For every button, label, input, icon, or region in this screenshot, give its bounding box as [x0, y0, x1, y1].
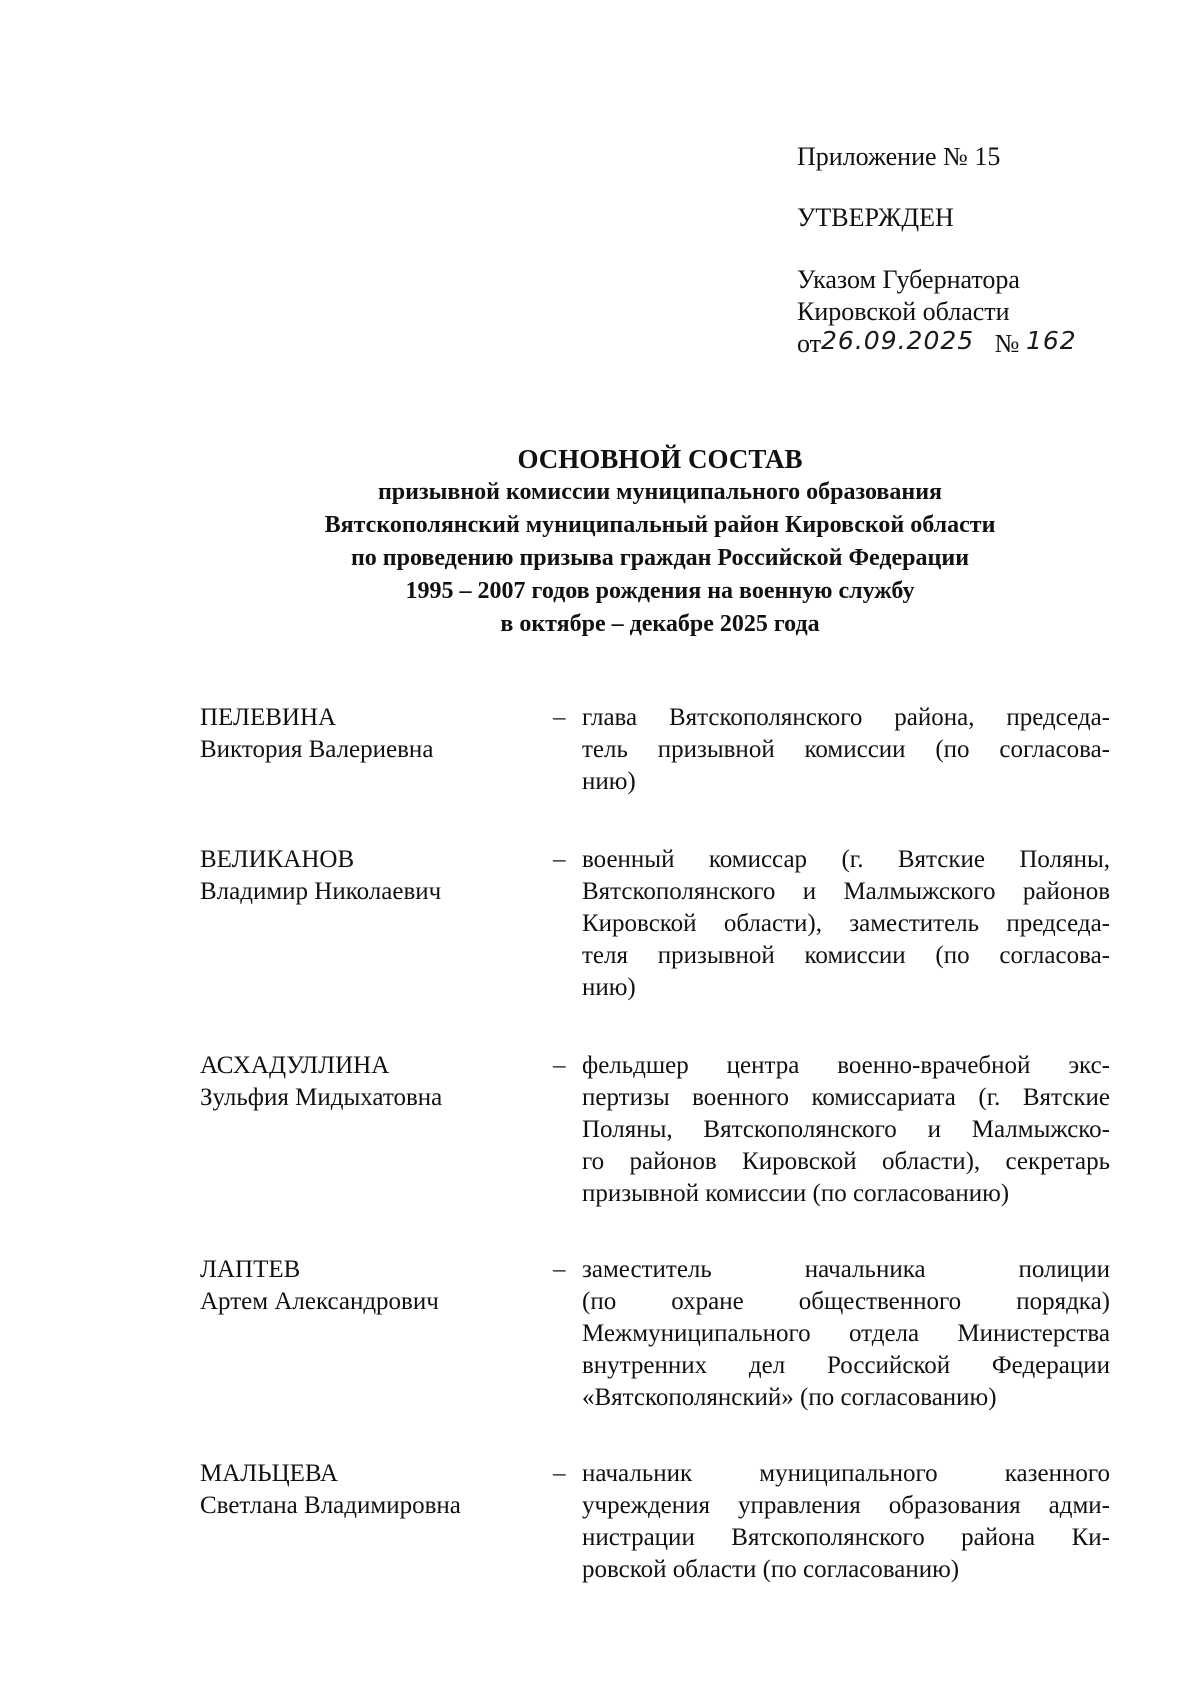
role-line: Вятскополянского и Малмыжского районов	[582, 878, 1110, 905]
member-dash: –	[553, 1256, 566, 1283]
role-line: нию)	[582, 974, 636, 1001]
member-name	[200, 702, 540, 766]
role-line: (по охране общественного порядка)	[582, 1288, 1110, 1315]
role-line: фельдшер центра военно-врачебной экс-	[582, 1052, 1110, 1079]
member-name	[200, 1458, 540, 1522]
handwritten-date: 26.09.2025	[821, 326, 975, 355]
role-line: нию)	[582, 768, 636, 795]
member-given-name: Артем Александрович	[200, 1288, 439, 1315]
member-surname: АСХАДУЛЛИНА	[200, 1052, 390, 1079]
role-line: теля призывной комиссии (по согласова-	[582, 942, 1110, 969]
role-line: го районов Кировской области), секретарь	[582, 1148, 1110, 1175]
handwritten-number: 162	[1025, 326, 1077, 355]
member-role	[582, 1050, 1110, 1210]
role-line: внутренних дел Российской Федерации	[582, 1352, 1110, 1379]
member-dash: –	[553, 704, 566, 731]
role-line: военный комиссар (г. Вятские Поляны,	[582, 846, 1110, 873]
decree-date-line	[797, 328, 1077, 360]
title-line: по проведению призыва граждан Российской Федерации	[350, 545, 970, 571]
title-line: в октябре – декабре 2025 года	[500, 611, 820, 637]
document-title	[0, 442, 1200, 641]
role-line: ровской области (по согласованию)	[582, 1556, 960, 1583]
decree-line-2: Кировской области	[797, 297, 1010, 326]
title-main: ОСНОВНОЙ СОСТАВ	[517, 444, 803, 474]
member-dash: –	[553, 1460, 566, 1487]
member-surname: ПЕЛЕВИНА	[200, 704, 337, 731]
member-given-name: Владимир Николаевич	[200, 878, 442, 905]
member-surname: ВЕЛИКАНОВ	[200, 846, 355, 873]
role-line: начальник муниципального казенного	[582, 1460, 1110, 1487]
member-surname: МАЛЬЦЕВА	[200, 1460, 339, 1487]
role-line: глава Вятскополянского района, председа-	[582, 704, 1110, 731]
member-given-name: Светлана Владимировна	[200, 1492, 461, 1519]
decree-line-1: Указом Губернатора	[797, 265, 1020, 294]
role-line: заместитель начальника полиции	[582, 1256, 1110, 1283]
member-dash: –	[553, 846, 566, 873]
member-given-name: Виктория Валериевна	[200, 736, 434, 763]
title-line: Вятскополянский муниципальный район Кировской области	[324, 512, 996, 538]
title-line: призывной комиссии муниципального образования	[377, 479, 943, 505]
role-line: тель призывной комиссии (по согласова-	[582, 736, 1110, 763]
role-line: призывной комиссии (по согласованию)	[582, 1180, 1010, 1207]
member-role	[582, 1458, 1110, 1586]
number-prefix: №	[994, 329, 1020, 358]
role-line: учреждения управления образования адми-	[582, 1492, 1110, 1519]
member-name	[200, 1050, 540, 1114]
member-role	[582, 844, 1110, 1004]
role-line: «Вятскополянский» (по согласованию)	[582, 1384, 997, 1411]
member-name	[200, 844, 540, 908]
role-line: Кировской области), заместитель председа-	[582, 910, 1110, 937]
appendix-label: Приложение № 15	[797, 142, 1001, 171]
member-role	[582, 702, 1110, 798]
approved-label: УТВЕРЖДЕН	[797, 203, 954, 232]
member-name	[200, 1254, 540, 1318]
member-role	[582, 1254, 1110, 1414]
role-line: пертизы военного комиссариата (г. Вятские	[582, 1084, 1110, 1111]
member-surname: ЛАПТЕВ	[200, 1256, 301, 1283]
member-given-name: Зульфия Мидыхатовна	[200, 1084, 443, 1111]
role-line: Межмуниципального отдела Министерства	[582, 1320, 1110, 1347]
date-prefix: от	[797, 329, 822, 358]
approval-block	[797, 141, 1077, 360]
member-dash: –	[553, 1052, 566, 1079]
role-line: Поляны, Вятскополянского и Малмыжско-	[582, 1116, 1110, 1143]
title-line: 1995 – 2007 годов рождения на военную службу	[405, 578, 915, 604]
role-line: нистрации Вятскополянского района Ки-	[582, 1524, 1110, 1551]
